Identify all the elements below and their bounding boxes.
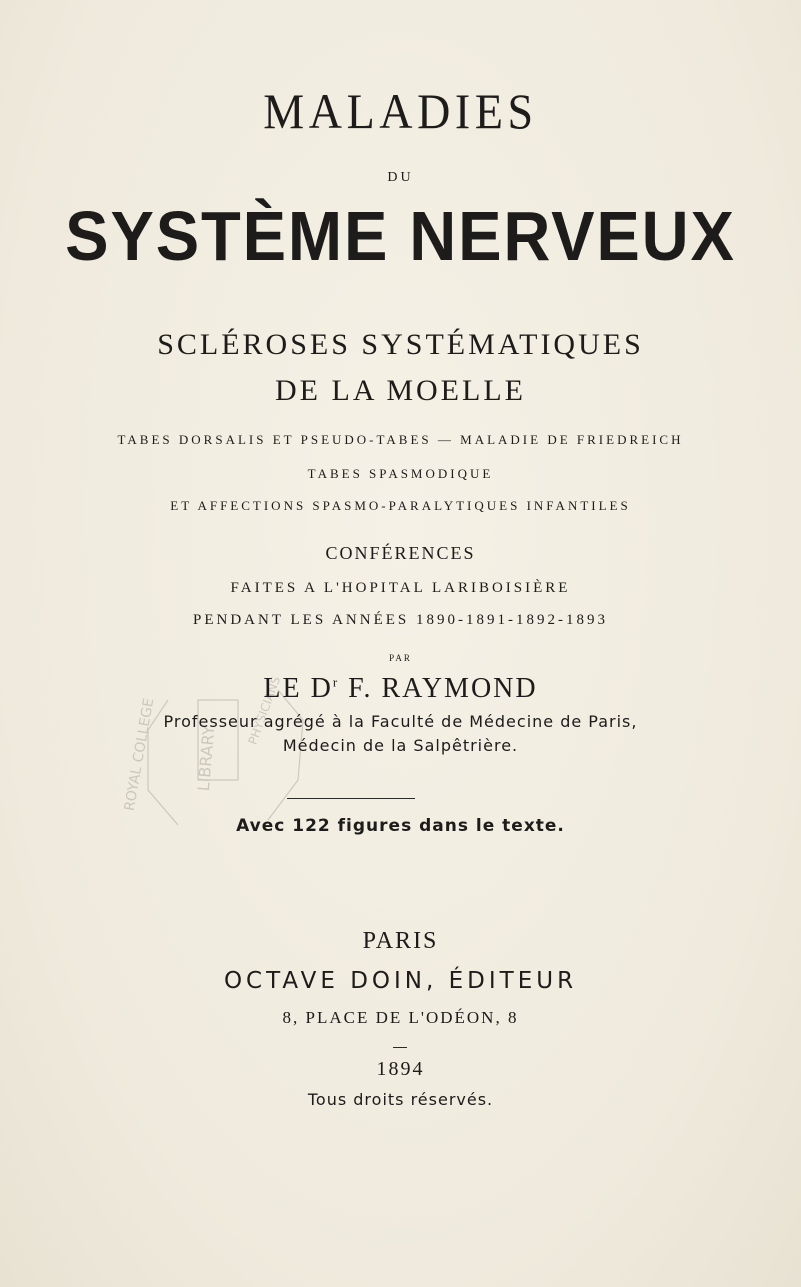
stamp-text-mid: LIBRARY — [193, 724, 219, 793]
figures-note: Avec 122 figures dans le texte. — [236, 816, 565, 836]
stamp-text-left: ROYAL COLLEGE — [121, 696, 158, 813]
conferences-location: FAITES A L'HOPITAL LARIBOISIÈRE — [230, 580, 571, 596]
author-surname: F. RAYMOND — [339, 673, 538, 704]
title-du: DU — [387, 170, 414, 185]
topics-line-1: TABES DORSALIS ET PSEUDO-TABES — MALADIE DE FRIEDREICH — [117, 432, 684, 447]
publisher-name: OCTAVE DOIN, ÉDITEUR — [223, 968, 578, 994]
topics-line-2: TABES SPASMODIQUE — [307, 466, 494, 481]
author-title-1: Professeur agrégé à la Faculté de Médecine de Paris, — [163, 712, 638, 731]
publisher-address: 8, PLACE DE L'ODÉON, 8 — [282, 1008, 519, 1027]
conferences-heading: CONFÉRENCES — [325, 543, 476, 563]
author-name — [0, 673, 801, 705]
title-systeme-nerveux: SYSTÈME NERVEUX — [65, 197, 736, 275]
publication-year: 1894 — [376, 1058, 425, 1080]
subtitle-moelle: DE LA MOELLE — [275, 374, 526, 407]
divider-rule — [287, 798, 415, 799]
subtitle-scleroses: SCLÉROSES SYSTÉMATIQUES — [157, 328, 644, 361]
title-maladies: MALADIES — [263, 83, 538, 139]
topics-line-3: ET AFFECTIONS SPASMO-PARALYTIQUES INFANTILES — [170, 498, 631, 513]
by-label: PAR — [389, 653, 412, 663]
rights-reserved: Tous droits réservés. — [307, 1090, 494, 1109]
stamp-text-right: PHYSICIANS — [245, 674, 284, 747]
author-prefix: LE D — [263, 673, 333, 704]
year-dash — [393, 1047, 407, 1048]
conferences-years: PENDANT LES ANNÉES 1890-1891-1892-1893 — [193, 612, 608, 628]
author-prefix-sup: r — [332, 674, 340, 690]
publisher-city: PARIS — [362, 928, 439, 954]
author-title-2: Médecin de la Salpêtrière. — [282, 736, 519, 755]
